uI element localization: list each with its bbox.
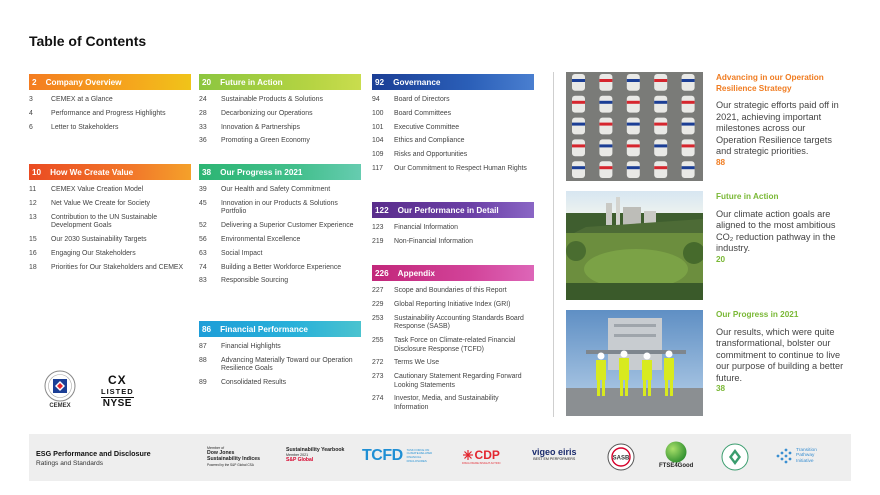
feature-page[interactable]: 20 <box>716 254 726 264</box>
svg-text:SASB: SASB <box>612 455 630 462</box>
toc-entry[interactable] <box>29 214 191 231</box>
mixer-truck <box>572 161 585 178</box>
brand-logos <box>43 370 134 412</box>
toc-entry[interactable] <box>372 315 534 332</box>
truck-stripe <box>682 144 695 147</box>
truck-stripe <box>627 101 640 104</box>
truck-stripe <box>682 166 695 169</box>
mixer-truck <box>682 161 695 178</box>
feature-future-in-action <box>716 192 844 265</box>
mixer-truck <box>572 96 585 113</box>
truck-stripe <box>654 101 667 104</box>
truck-stripe <box>682 101 695 104</box>
toc-entry[interactable] <box>29 186 191 195</box>
mixer-truck <box>572 139 585 156</box>
toc-entry-label: Advancing Materially Toward our Operation Resilience Goals <box>221 356 353 373</box>
toc-entry-label: Our Health and Safety Commitment <box>221 186 331 193</box>
truck-stripe <box>682 123 695 126</box>
mixer-truck <box>572 118 585 135</box>
truck-stripe <box>572 123 585 126</box>
sasb-logo <box>607 443 635 471</box>
truck-stripe <box>654 123 667 126</box>
truck-stripe <box>572 101 585 104</box>
toc-page-number: 56 <box>199 235 207 243</box>
truck-stripe <box>654 79 667 82</box>
toc-page-number: 39 <box>199 186 207 193</box>
section-header[interactable]: 10 How We Create Value <box>29 164 191 180</box>
sasb-seal-icon <box>607 443 635 471</box>
toc-entry[interactable] <box>29 96 191 105</box>
ftse4good-logo: FTSE4Good <box>659 441 693 469</box>
truck-stripe <box>682 79 695 82</box>
vigeo-eiris-logo: vigeo eiris BEST EM PERFORMERS <box>532 447 577 461</box>
toc-entry[interactable] <box>29 264 191 273</box>
toc-entry[interactable] <box>372 337 534 354</box>
toc-entry-label: Decarbonizing our Operations <box>221 109 313 117</box>
toc-page-number: 89 <box>199 379 207 387</box>
toc-entry-label: Performance and Progress Highlights <box>51 109 166 117</box>
toc-entry-label: Consolidated Results <box>221 379 287 387</box>
mixer-truck <box>682 118 695 135</box>
mixer-truck <box>682 96 695 113</box>
mixer-truck <box>627 118 640 135</box>
toc-entry[interactable] <box>372 110 534 119</box>
toc-entry-label: Risks and Opportunities <box>394 151 468 159</box>
toc-entry-label: Delivering a Superior Customer Experience <box>221 222 354 230</box>
mixer-truck <box>654 118 667 135</box>
tpi-dots-icon <box>775 447 793 465</box>
toc-entry[interactable] <box>199 200 361 217</box>
toc-entry[interactable] <box>372 395 534 412</box>
toc-entry-label: Promoting a Green Economy <box>221 137 310 145</box>
toc-entry-label: Contribution to the UN Sustainable Development Goals <box>51 213 158 230</box>
section-header[interactable]: 92 Governance <box>372 74 534 90</box>
toc-entry[interactable] <box>199 236 361 245</box>
feature-body: Our strategic efforts paid off in 2021, achieving important milestones across our Operation Resilience targets and strategic priorities. <box>716 100 839 157</box>
toc-entry-label: Financial Information <box>394 224 458 231</box>
section-appendix <box>372 265 534 418</box>
mixer-truck <box>654 74 667 91</box>
toc-page-number: 87 <box>199 343 207 350</box>
section-company-overview <box>29 74 191 137</box>
toc-entry[interactable] <box>372 238 534 247</box>
photo-workers <box>566 310 703 416</box>
toc-entry[interactable] <box>199 137 361 146</box>
toc-entry-label: Letter to Stakeholders <box>51 123 119 131</box>
toc-entry-label: Global Reporting Initiative Index (GRI) <box>394 300 511 308</box>
page-title: Table of Contents <box>29 33 147 49</box>
section-financial-performance <box>199 321 361 393</box>
truck-stripe <box>599 166 612 169</box>
feature-our-progress <box>716 310 844 394</box>
toc-page-number: 101 <box>372 123 384 131</box>
toc-entry-label: CEMEX at a Glance <box>51 96 113 103</box>
mixer-truck <box>599 161 612 178</box>
cemex-seal-icon <box>44 370 76 402</box>
ratings-footer <box>29 434 851 481</box>
section-header[interactable]: 226 Appendix <box>372 265 534 281</box>
toc-entry-label: Scope and Boundaries of this Report <box>394 287 507 294</box>
toc-page-number: 36 <box>199 137 207 145</box>
toc-entry[interactable] <box>199 250 361 259</box>
toc-entry-label: Task Force on Climate-related Financial Disclosure Response (TCFD) <box>394 336 516 353</box>
section-governance <box>372 74 534 179</box>
feature-title: Our Progress in 2021 <box>716 310 799 319</box>
cdp-burst-icon <box>463 450 473 460</box>
toc-entry[interactable] <box>199 264 361 273</box>
toc-entry[interactable] <box>372 373 534 390</box>
footer-subtitle: Ratings and Standards <box>36 460 104 467</box>
toc-page-number: 6 <box>29 123 33 131</box>
toc-page-number: 33 <box>199 123 207 131</box>
toc-page-number: 18 <box>29 263 37 271</box>
section-header[interactable]: 122 Our Performance in Detail <box>372 202 534 218</box>
toc-page-number: 88 <box>199 356 207 364</box>
mixer-truck <box>654 161 667 178</box>
toc-page-number: 24 <box>199 96 207 103</box>
toc-entry[interactable] <box>372 151 534 160</box>
toc-entry[interactable] <box>29 124 191 133</box>
toc-entry-label: Innovation & Partnerships <box>221 123 300 131</box>
mixer-truck <box>654 96 667 113</box>
toc-page-number: 11 <box>29 186 37 193</box>
section-future-in-action <box>199 74 361 151</box>
toc-page-number: 227 <box>372 287 384 294</box>
toc-entry-label: Sustainability Accounting Standards Board Response (SASB) <box>394 314 524 331</box>
toc-entry-label: CEMEX Value Creation Model <box>51 186 144 193</box>
section-our-progress <box>199 164 361 291</box>
toc-entry-label: Our 2030 Sustainability Targets <box>51 235 147 243</box>
ftse-globe-icon <box>665 441 687 463</box>
mixer-truck <box>599 74 612 91</box>
feature-page[interactable]: 88 <box>716 157 726 167</box>
toc-entry-label: Ethics and Compliance <box>394 137 465 145</box>
truck-stripe <box>599 144 612 147</box>
feature-body: Our climate action goals are aligned to the most ambitious CO₂ reduction pathway in the industry. <box>716 208 836 254</box>
toc-page-number: 16 <box>29 249 37 257</box>
toc-entry[interactable] <box>199 186 361 195</box>
toc-entry[interactable] <box>199 222 361 231</box>
toc-entry-label: Sustainable Products & Solutions <box>221 96 323 103</box>
truck-stripe <box>572 166 585 169</box>
mixer-truck <box>627 139 640 156</box>
toc-entry-label: Social Impact <box>221 249 263 257</box>
toc-entry-label: Financial Highlights <box>221 343 281 350</box>
toc-entry[interactable] <box>372 96 534 105</box>
truck-stripe <box>627 79 640 82</box>
section-our-performance-detail <box>372 202 534 252</box>
toc-page-number: 272 <box>372 359 384 367</box>
toc-entry[interactable] <box>199 379 361 388</box>
toc-page-number: 3 <box>29 96 33 103</box>
toc-entry-label: Building a Better Workforce Experience <box>221 263 342 271</box>
toc-entry[interactable] <box>372 165 534 174</box>
tpi-logo: Transition Pathway Initiative <box>775 447 817 465</box>
toc-page-number: 15 <box>29 235 37 243</box>
toc-entry[interactable] <box>199 277 361 286</box>
feature-page[interactable]: 38 <box>716 384 726 394</box>
mixer-truck <box>627 96 640 113</box>
toc-entry[interactable] <box>199 357 361 374</box>
toc-page-number: 255 <box>372 336 384 344</box>
sustainability-yearbook-logo: Sustainability Yearbook Member 2021 S&P Global <box>286 447 345 463</box>
toc-entry[interactable] <box>29 110 191 119</box>
toc-entry[interactable] <box>372 301 534 310</box>
toc-entry[interactable] <box>29 200 191 209</box>
cx-nyse-logo: CX LISTED NYSE <box>101 373 134 409</box>
cemex-partner-logo <box>721 443 749 471</box>
toc-entry-label: Priorities for Our Stakeholders and CEMEX <box>51 263 184 271</box>
photo-mixer-trucks <box>566 72 703 181</box>
toc-entry-label: Non-Financial Information <box>394 237 473 245</box>
toc-page-number: 253 <box>372 314 384 322</box>
toc-page-number: 123 <box>372 224 384 231</box>
truck-stripe <box>599 79 612 82</box>
toc-entry-label: Executive Committee <box>394 123 460 131</box>
section-header[interactable]: 38 Our Progress in 2021 <box>199 164 361 180</box>
toc-entry[interactable] <box>199 124 361 133</box>
toc-entry-label: Cautionary Statement Regarding Forward Looking Statements <box>394 373 522 389</box>
toc-entry[interactable] <box>29 250 191 259</box>
toc-entry-label: Investor, Media, and Sustainability Information <box>394 395 499 412</box>
toc-page-number: 273 <box>372 373 384 381</box>
partner-seal-icon <box>721 443 749 471</box>
mixer-truck <box>627 161 640 178</box>
column-divider <box>553 72 554 417</box>
truck-stripe <box>599 123 612 126</box>
toc-entry-label: Terms We Use <box>394 359 440 367</box>
mixer-truck <box>572 74 585 91</box>
dow-jones-logo: Member of Dow Jones Sustainability Indices Powered by the S&P Global CSA <box>207 446 261 467</box>
feature-title: Advancing in our Operation Resilience Strategy <box>716 73 824 93</box>
toc-page-number: 109 <box>372 151 384 159</box>
toc-entry[interactable] <box>372 137 534 146</box>
truck-stripe <box>654 144 667 147</box>
feature-title: Future in Action <box>716 192 779 201</box>
toc-page-number: 74 <box>199 263 207 271</box>
toc-page-number: 100 <box>372 109 384 117</box>
section-header[interactable]: 86 Financial Performance <box>199 321 361 337</box>
section-how-we-create-value <box>29 164 191 277</box>
mixer-truck <box>627 74 640 91</box>
feature-body: Our results, which were quite transformational, bolster our commitment to continue to live our purpose of building a better future. <box>716 326 844 383</box>
toc-page-number: 117 <box>372 164 383 172</box>
truck-stripe <box>627 166 640 169</box>
toc-page-number: 12 <box>29 199 37 207</box>
truck-stripe <box>627 123 640 126</box>
toc-page-number: 4 <box>29 109 33 117</box>
toc-entry[interactable] <box>372 124 534 133</box>
toc-entry-label: Net Value We Create for Society <box>51 199 150 207</box>
truck-stripe <box>654 166 667 169</box>
mixer-truck <box>682 74 695 91</box>
section-header[interactable]: 2 Company Overview <box>29 74 191 90</box>
toc-entry-label: Board Committees <box>394 109 452 117</box>
toc-entry[interactable] <box>199 96 361 105</box>
toc-page-number: 13 <box>29 213 37 221</box>
cdp-logo: CDP DISCLOSURE INSIGHT ACTION <box>462 448 501 465</box>
toc-entry-label: Board of Directors <box>394 96 450 103</box>
footer-title: ESG Performance and Disclosure <box>36 449 151 458</box>
toc-page-number: 63 <box>199 249 207 257</box>
toc-entry[interactable] <box>29 236 191 245</box>
toc-entry-label: Responsible Sourcing <box>221 277 289 285</box>
toc-page-number: 229 <box>372 300 384 308</box>
toc-page-number: 52 <box>199 222 207 230</box>
toc-entry[interactable] <box>199 110 361 119</box>
toc-page-number: 94 <box>372 96 380 103</box>
cemex-logo: CEMEX <box>43 370 77 412</box>
truck-stripe <box>599 101 612 104</box>
mixer-truck <box>654 139 667 156</box>
toc-page-number: 83 <box>199 277 207 285</box>
toc-page-number: 104 <box>372 137 384 145</box>
truck-stripe <box>572 79 585 82</box>
toc-page-number: 219 <box>372 237 384 245</box>
toc-entry[interactable] <box>372 287 534 296</box>
section-header[interactable]: 20 Future in Action <box>199 74 361 90</box>
toc-entry-label: Environmental Excellence <box>221 235 301 243</box>
truck-stripe <box>627 144 640 147</box>
feature-operation-resilience <box>716 73 844 168</box>
mixer-truck <box>682 139 695 156</box>
toc-entry-label: Our Commitment to Respect Human Rights <box>394 164 527 172</box>
mixer-truck <box>599 139 612 156</box>
toc-entry[interactable] <box>199 343 361 352</box>
mixer-truck <box>599 96 612 113</box>
toc-entry-label: Engaging Our Stakeholders <box>51 249 136 257</box>
toc-page-number: 274 <box>372 395 384 403</box>
mixer-truck <box>599 118 612 135</box>
photo-cement-plant <box>566 191 703 300</box>
tcfd-logo: TCFD TASK FORCE ON CLIMATE-RELATED FINANCIAL DISCLOSURES <box>362 447 433 464</box>
truck-stripe <box>572 144 585 147</box>
toc-entry[interactable] <box>372 224 534 233</box>
toc-page-number: 28 <box>199 109 207 117</box>
toc-entry-label: Innovation in our Products & Solutions Portfolio <box>221 199 338 216</box>
toc-entry[interactable] <box>372 359 534 368</box>
toc-page-number: 45 <box>199 199 207 207</box>
